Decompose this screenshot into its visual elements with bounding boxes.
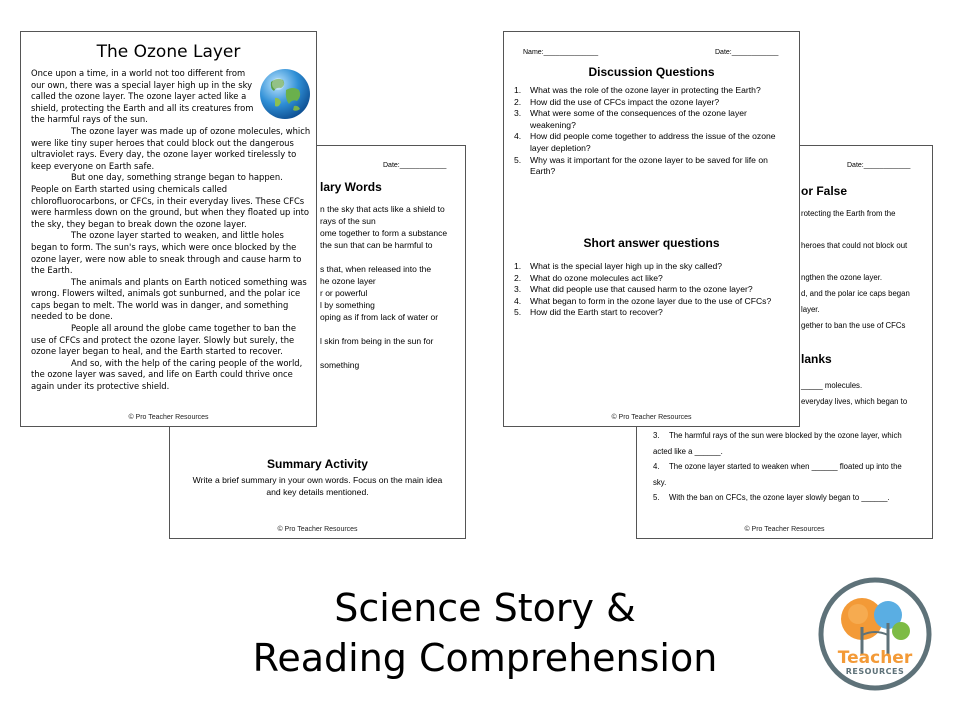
page-footer: © Pro Teacher Resources	[128, 414, 209, 421]
summary-instructions: Write a brief summary in your own words. Focus on the main idea and key details mentioned.	[192, 475, 443, 497]
vocab-definition: the sun that can be harmful to	[320, 240, 433, 250]
fill-blanks-title: lanks	[801, 352, 832, 366]
teacher-resources-logo	[818, 577, 932, 691]
story-paragraph: Once upon a time, in a world not too different from our own, there was a special layer high up in the sky called the ozone layer. The ozone layer acted like a shield, protecting the Earth and all its creatures from the harmful rays of the sun.	[31, 68, 254, 125]
vocab-definition: s that, when released into the	[320, 264, 432, 274]
vocab-definition: ome together to form a substance	[320, 228, 448, 238]
short-answer-question: 3. What did people use that caused harm to the ozone layer?	[514, 284, 753, 295]
page-footer: © Pro Teacher Resources	[277, 526, 358, 533]
story-paragraph: The ozone layer was made up of ozone molecules, which were like tiny super heroes that could block out the dangerous ultraviolet rays. Every day, the ozone layer worked tirelessly to keep everyone on Earth safe.	[31, 125, 311, 171]
story-text	[31, 68, 311, 393]
logo-bottom-text: RESOURCES	[845, 667, 905, 676]
blank-question: 3. The harmful rays of the sun were blocked by the ozone layer, which	[653, 431, 902, 440]
short-answer-question: 4. What began to form in the ozone layer due to the use of CFCs?	[514, 295, 772, 306]
vocab-definition: oping as if from lack of water or	[320, 312, 439, 322]
section-title: or False	[801, 184, 848, 198]
caption-line-2: Reading Comprehension	[252, 636, 718, 680]
discussion-question: 1. What was the role of the ozone layer in protecting the Earth?	[514, 85, 761, 95]
vocab-definition: n the sky that acts like a shield to	[320, 204, 445, 214]
vocab-definition: l skin from being in the sun for	[320, 336, 434, 346]
blank-question: 4. The ozone layer started to weaken when ______ floated up into the	[653, 462, 902, 472]
section-title: lary Words	[320, 180, 382, 194]
logo-top-text: Teacher	[837, 648, 913, 668]
tf-statement: d, and the polar ice caps began	[801, 289, 910, 298]
discussion-questions	[514, 85, 790, 178]
summary-title: Summary Activity	[267, 457, 368, 471]
date-label: Date:____________	[847, 162, 911, 169]
date-label: Date:____________	[383, 162, 447, 169]
short-answer-question: 5. How did the Earth start to recover?	[514, 307, 663, 318]
page-footer: © Pro Teacher Resources	[744, 526, 825, 533]
page-footer: © Pro Teacher Resources	[611, 414, 692, 421]
blank-question-continued: acted like a ______.	[653, 446, 723, 456]
story-paragraph: But one day, something strange began to happen. People on Earth started using chemicals called chlorofluorocarbons, or CFCs, in their everyday lives. These CFCs were harmless down on the ground, but when they floated up into the sky, they began to break down the ozone layer.	[31, 172, 310, 229]
discussion-question: 5. Why was it important for the ozone layer to be saved for life on Earth?	[514, 154, 768, 177]
vocab-definition: something	[320, 360, 360, 370]
tf-statement: gether to ban the use of CFCs	[801, 321, 906, 330]
short-answer-question: 2. What do ozone molecules act like?	[514, 272, 663, 283]
name-label: Name:______________	[523, 49, 599, 56]
discussion-question: 3. What were some of the consequences of the ozone layer weakening?	[514, 108, 747, 130]
blank-question: _____ molecules.	[801, 381, 863, 390]
story-paragraph: And so, with the help of the caring people of the world, the ozone layer was saved, and life on Earth could thrive once again under its protective shield.	[31, 357, 303, 392]
blank-questions-list	[653, 428, 902, 506]
discussion-question: 4. How did people come together to address the issue of the ozone layer depletion?	[514, 131, 776, 153]
tf-statement: heroes that could not block out	[801, 241, 908, 250]
caption-line-1: Science Story &	[334, 586, 636, 630]
discussion-title: Discussion Questions	[588, 65, 715, 79]
discussion-question: 2. How did the use of CFCs impact the ozone layer?	[514, 96, 720, 107]
short-answer-title: Short answer questions	[583, 236, 720, 250]
tf-statement: rotecting the Earth from the	[801, 209, 896, 218]
vocab-definition: he ozone layer	[320, 276, 376, 286]
short-answer-question: 1. What is the special layer high up in the sky called?	[514, 261, 723, 271]
story-paragraph: People all around the globe came together to ban the use of CFCs and protect the ozone layer. Slowly but surely, the ozone layer began to heal, and the Earth started to recover.	[31, 323, 297, 357]
short-answer-questions	[514, 261, 790, 319]
story-worksheet	[20, 31, 317, 427]
blank-question: 5. With the ban on CFCs, the ozone layer slowly began to ______.	[653, 493, 890, 503]
vocab-definition: rays of the sun	[320, 216, 376, 226]
vocab-definition: l by something	[320, 300, 375, 310]
tf-statement: layer.	[801, 305, 820, 314]
story-paragraph: The ozone layer started to weaken, and little holes began to form. The sun's rays, which were once blocked by the ozone layer, were now able to sneak through and cause harm to the Earth.	[31, 230, 302, 276]
earth-globe-icon	[259, 68, 311, 120]
date-label: Date:____________	[715, 49, 779, 56]
blank-question-continued: sky.	[653, 477, 667, 487]
vocab-definition: r or powerful	[320, 288, 368, 298]
tf-statement: ngthen the ozone layer.	[801, 273, 883, 282]
blank-question: everyday lives, which began to	[801, 397, 908, 406]
story-paragraph: The animals and plants on Earth noticed something was wrong. Flowers wilted, animals got sunburned, and the polar ice caps began to melt. The world was in danger, and something needed to be done.	[31, 276, 307, 322]
story-title: The Ozone Layer	[96, 42, 241, 62]
discussion-worksheet	[503, 31, 800, 427]
